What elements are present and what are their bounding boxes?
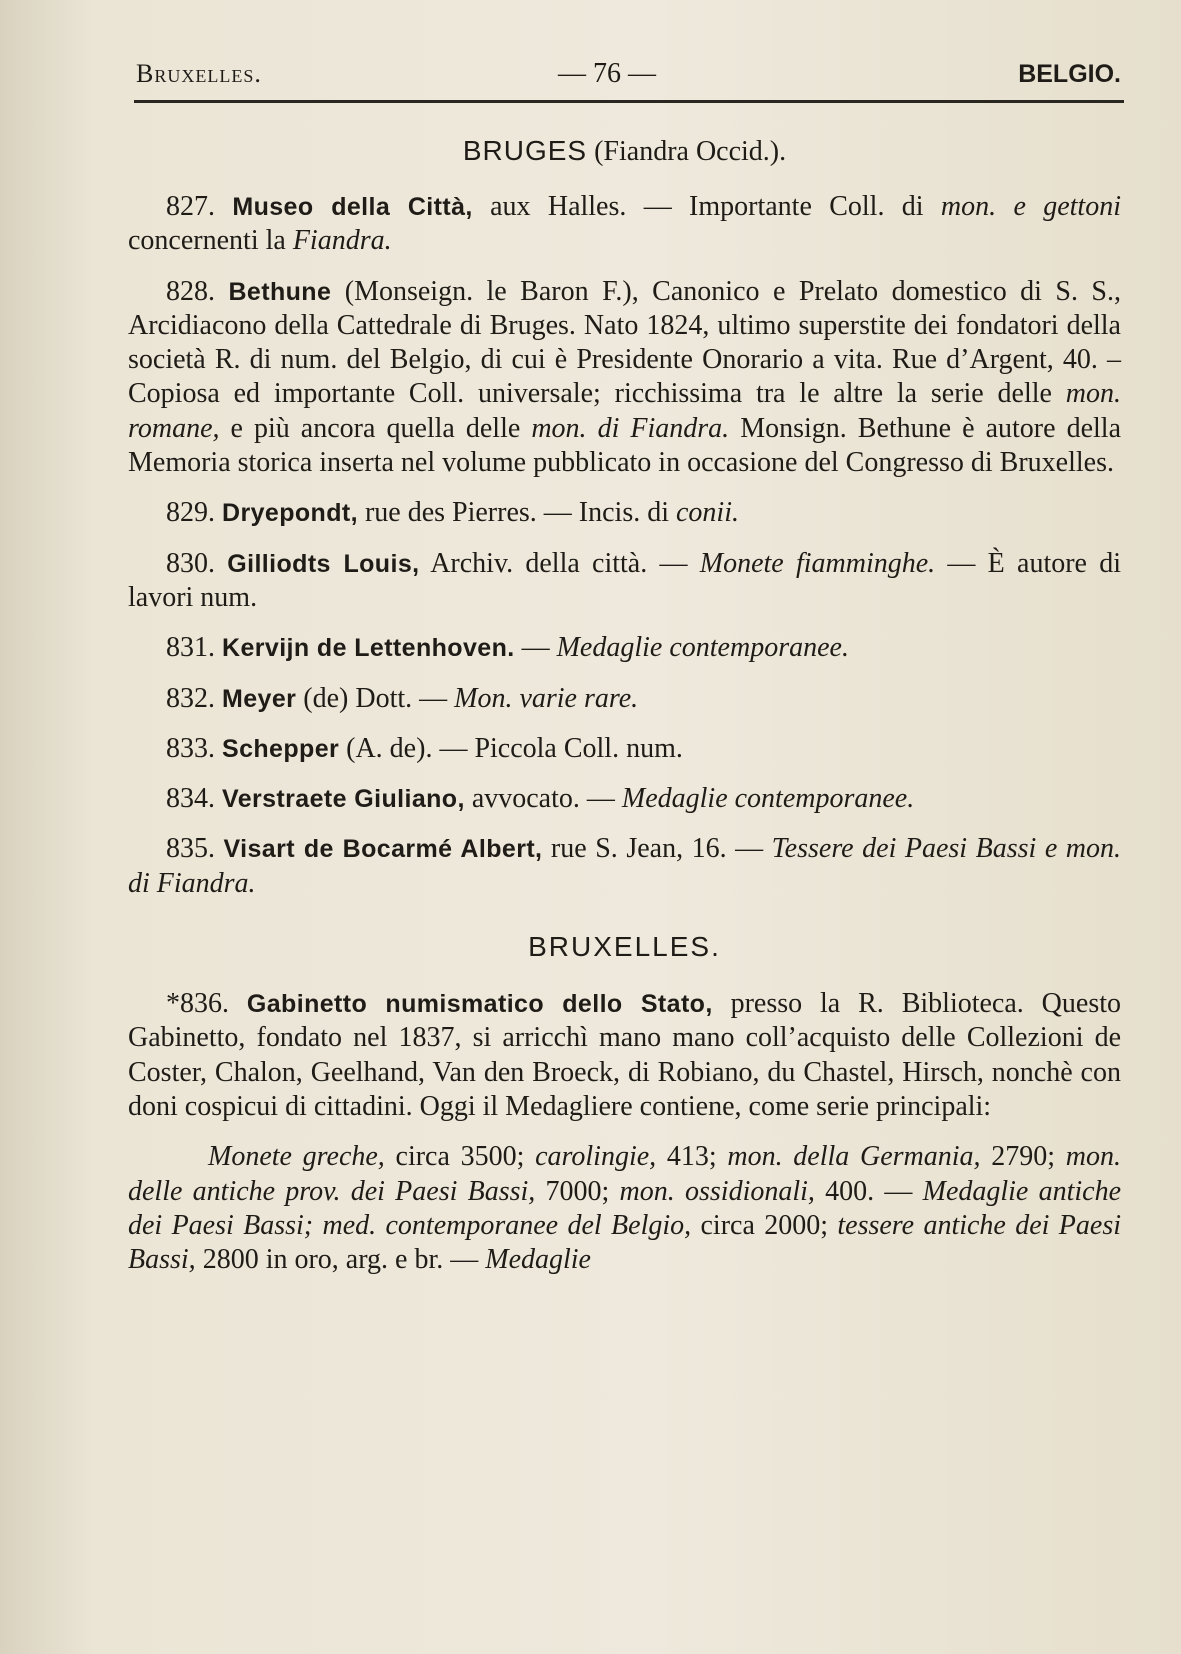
entry-number: 829. bbox=[166, 497, 215, 529]
entry-number: 827. bbox=[166, 191, 215, 222]
running-head bbox=[128, 46, 1121, 90]
entry-name: Gabinetto numismatico dello Stato, bbox=[246, 990, 713, 1019]
entry-italic: tessere antiche dei Paesi Bassi, bbox=[128, 1209, 1121, 1276]
entry-text: rue des Pierres. — Incis. di bbox=[357, 497, 676, 529]
entry-name: Visart de Bocarmé Albert, bbox=[223, 835, 543, 864]
section-name: BRUGES bbox=[462, 135, 588, 166]
section-region: (Fiandra Occid.). bbox=[594, 136, 787, 167]
entry-italic: mon. ossidionali, bbox=[619, 1175, 815, 1207]
entry-833 bbox=[128, 732, 1121, 766]
entry-text: (Monseign. le Baron F.), Canonico e Prelato domestico di S. S., Arcidiacono della Cattedrale di Bruges. Nato 1824, ultimo superstite dei fondatori della società R. di num. del Belgio, di cui è Presidente Onorario a vita. Rue d’Argent, 40. – Copiosa ed importante Coll. universale; ricchissima tra le altre la serie delle bbox=[128, 275, 1121, 410]
entry-text: 2790; bbox=[980, 1141, 1066, 1173]
entry-italic: Monete greche, bbox=[208, 1141, 385, 1173]
entry-text: (de) Dott. — bbox=[296, 682, 455, 714]
entry-number: 833. bbox=[166, 732, 215, 764]
entry-text: avvocato. — bbox=[464, 783, 622, 815]
entry-number: 830. bbox=[166, 547, 215, 579]
entry-name: Schepper bbox=[222, 734, 340, 763]
entry-text: rue S. Jean, 16. — bbox=[542, 833, 772, 865]
entry-text: 400. — bbox=[814, 1175, 923, 1207]
entry-italic: Medaglie bbox=[485, 1244, 591, 1276]
entry-italic: Medaglie contemporanee. bbox=[621, 783, 915, 815]
entry-italic: mon. di Fiandra. bbox=[531, 412, 730, 444]
entry-836 bbox=[128, 987, 1121, 1124]
entry-text: 413; bbox=[656, 1141, 728, 1173]
entry-text: Archiv. della città. — bbox=[419, 547, 700, 579]
running-head-right: BELGIO. bbox=[1018, 60, 1121, 88]
entry-text: — È autore di lavori num. bbox=[128, 547, 1122, 613]
entry-829 bbox=[128, 496, 1121, 530]
entry-text: 7000; bbox=[535, 1175, 620, 1207]
entry-number: 834. bbox=[166, 783, 215, 815]
entry-text: circa 2000; bbox=[691, 1209, 838, 1241]
entry-italic: Fiandra. bbox=[292, 225, 392, 257]
section-title-bruges bbox=[128, 133, 1121, 170]
entry-831 bbox=[128, 631, 1121, 665]
entry-italic: Medaglie antiche dei Paesi Bassi; med. contemporanee del Belgio, bbox=[128, 1175, 1122, 1241]
entry-italic: mon. della Germania, bbox=[727, 1141, 981, 1173]
entry-number: 832. bbox=[166, 682, 215, 714]
entry-text: e più ancora quella delle bbox=[219, 412, 532, 444]
running-head-left: Bruxelles. bbox=[136, 59, 262, 88]
page-number: — 76 — bbox=[558, 58, 656, 89]
entry-italic: Mon. varie rare. bbox=[454, 682, 639, 714]
entry-827 bbox=[128, 190, 1121, 259]
entry-italic: carolingie, bbox=[535, 1141, 657, 1173]
entry-italic: mon. romane, bbox=[128, 378, 1121, 444]
entry-italic: mon. e gettoni bbox=[940, 191, 1121, 222]
entry-italic: Tessere dei Paesi Bassi e mon. di Fiandra. bbox=[128, 833, 1121, 899]
entry-name: Verstraete Giuliano, bbox=[222, 785, 465, 814]
entry-number: 828. bbox=[166, 275, 215, 307]
entry-text: — bbox=[514, 632, 557, 664]
entry-text: (A. de). — Piccola Coll. num. bbox=[339, 732, 683, 764]
entry-italic: conii. bbox=[676, 497, 739, 529]
entry-italic: Monete fiamminghe. bbox=[699, 547, 936, 579]
entry-834 bbox=[128, 782, 1121, 816]
section-name: BRUXELLES. bbox=[528, 931, 721, 963]
entry-number: 831. bbox=[166, 632, 215, 664]
entry-text: aux Halles. — Importante Coll. di bbox=[472, 191, 941, 222]
entry-text: concernenti la bbox=[128, 225, 293, 257]
entry-name: Gilliodts Louis, bbox=[227, 549, 420, 578]
section-title-bruxelles bbox=[128, 929, 1121, 965]
entry-text: Monsign. Bethune è autore della Memoria storica inserta nel volume pubblicato in occasione del Congresso di Bruxelles. bbox=[128, 412, 1121, 479]
entry-name: Bethune bbox=[228, 277, 332, 306]
entry-835 bbox=[128, 832, 1121, 901]
header-rule bbox=[134, 100, 1124, 103]
entry-number: *836. bbox=[166, 988, 229, 1020]
entry-name: Dryepondt, bbox=[222, 499, 358, 528]
entry-name: Kervijn de Lettenhoven. bbox=[222, 634, 515, 663]
entry-italic: Medaglie contemporanee. bbox=[556, 632, 849, 664]
entry-text: circa 3500; bbox=[384, 1141, 536, 1173]
entry-828 bbox=[128, 275, 1121, 481]
entry-number: 835. bbox=[166, 833, 215, 865]
entry-text: 2800 in oro, arg. e br. — bbox=[195, 1244, 486, 1276]
entry-italic: mon. delle antiche prov. dei Paesi Bassi, bbox=[128, 1141, 1121, 1207]
entry-836-series bbox=[128, 1140, 1121, 1277]
entry-830 bbox=[128, 547, 1121, 616]
entry-832 bbox=[128, 682, 1121, 716]
entry-name: Museo della Città, bbox=[232, 193, 473, 221]
entry-text: presso la R. Biblioteca. Questo Gabinetto, fondato nel 1837, si arricchì mano mano coll’acquisto delle Collezioni de Coster, Chalon, Geelhand, Van den Broeck, di Robiano, du Chastel, Hirsch, nonchè con doni cospicui di cittadini. Oggi il Medagliere contiene, come serie principali: bbox=[128, 988, 1122, 1122]
entry-name: Meyer bbox=[222, 684, 297, 713]
